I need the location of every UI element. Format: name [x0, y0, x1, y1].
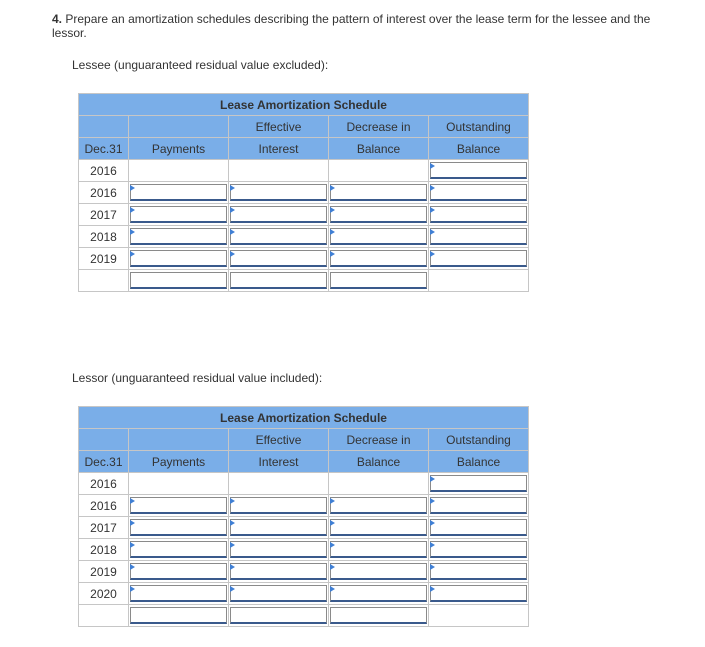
table-row — [79, 226, 529, 248]
outstanding-balance-cell — [429, 270, 529, 292]
decrease-in-balance-cell — [329, 248, 429, 270]
decrease-in-balance-input[interactable] — [330, 250, 427, 267]
column-header: Dec.31 — [79, 451, 129, 473]
decrease-in-balance-input[interactable] — [330, 585, 427, 602]
dropdown-marker-icon — [130, 498, 135, 504]
payments-input[interactable] — [130, 250, 227, 267]
column-header: Interest — [229, 451, 329, 473]
payments-input[interactable] — [130, 519, 227, 536]
dropdown-marker-icon — [330, 520, 335, 526]
payments-cell — [129, 561, 229, 583]
decrease-in-balance-input[interactable] — [330, 541, 427, 558]
decrease-in-balance-cell — [329, 605, 429, 627]
dropdown-marker-icon — [230, 586, 235, 592]
payments-cell — [129, 182, 229, 204]
year-cell: 2019 — [79, 248, 129, 270]
lessee-heading: Lessee (unguaranteed residual value excluded): — [72, 58, 329, 72]
dropdown-marker-icon — [330, 251, 335, 257]
decrease-in-balance-cell — [329, 160, 429, 182]
payments-cell — [129, 517, 229, 539]
table-row — [79, 605, 529, 627]
table-row — [79, 270, 529, 292]
column-header: Outstanding — [429, 116, 529, 138]
effective-interest-input[interactable] — [230, 228, 327, 245]
effective-interest-input[interactable] — [230, 585, 327, 602]
effective-interest-cell — [229, 204, 329, 226]
year-cell: 2018 — [79, 539, 129, 561]
header-row-2 — [79, 138, 529, 160]
dropdown-marker-icon — [130, 207, 135, 213]
payments-input[interactable] — [130, 563, 227, 580]
outstanding-balance-cell — [429, 204, 529, 226]
year-cell — [79, 270, 129, 292]
table-row — [79, 248, 529, 270]
dropdown-marker-icon — [230, 207, 235, 213]
outstanding-balance-input[interactable] — [430, 475, 527, 492]
effective-interest-cell — [229, 495, 329, 517]
payments-input[interactable] — [130, 272, 227, 289]
outstanding-balance-cell — [429, 182, 529, 204]
dropdown-marker-icon — [430, 476, 435, 482]
year-cell — [79, 605, 129, 627]
column-header — [129, 116, 229, 138]
table-title-row — [79, 94, 529, 116]
dropdown-marker-icon — [430, 586, 435, 592]
column-header: Balance — [329, 451, 429, 473]
year-cell: 2016 — [79, 495, 129, 517]
effective-interest-input[interactable] — [230, 497, 327, 514]
column-header: Payments — [129, 451, 229, 473]
decrease-in-balance-cell — [329, 473, 429, 495]
outstanding-balance-input[interactable] — [430, 519, 527, 536]
payments-cell — [129, 204, 229, 226]
table-row — [79, 539, 529, 561]
effective-interest-input[interactable] — [230, 206, 327, 223]
dropdown-marker-icon — [230, 229, 235, 235]
lessee-amortization-table — [78, 93, 529, 292]
question-text: Prepare an amortization schedules describing the pattern of interest over the lease term for the lessee and the lessor. — [52, 12, 651, 40]
dropdown-marker-icon — [430, 207, 435, 213]
dropdown-marker-icon — [230, 564, 235, 570]
payments-cell — [129, 583, 229, 605]
outstanding-balance-cell — [429, 517, 529, 539]
decrease-in-balance-input[interactable] — [330, 206, 427, 223]
decrease-in-balance-input[interactable] — [330, 497, 427, 514]
column-header: Outstanding — [429, 429, 529, 451]
effective-interest-input[interactable] — [230, 250, 327, 267]
dropdown-marker-icon — [430, 185, 435, 191]
dropdown-marker-icon — [330, 498, 335, 504]
effective-interest-cell — [229, 182, 329, 204]
outstanding-balance-input[interactable] — [430, 541, 527, 558]
effective-interest-input[interactable] — [230, 519, 327, 536]
column-header: Effective — [229, 429, 329, 451]
table-title: Lease Amortization Schedule — [79, 407, 529, 429]
payments-cell — [129, 473, 229, 495]
outstanding-balance-input[interactable] — [430, 497, 527, 514]
column-header: Payments — [129, 138, 229, 160]
outstanding-balance-input[interactable] — [430, 162, 527, 179]
decrease-in-balance-input[interactable] — [330, 272, 427, 289]
dropdown-marker-icon — [130, 542, 135, 548]
table-title-row — [79, 407, 529, 429]
effective-interest-cell — [229, 270, 329, 292]
decrease-in-balance-cell — [329, 517, 429, 539]
outstanding-balance-cell — [429, 495, 529, 517]
dropdown-marker-icon — [430, 163, 435, 169]
dropdown-marker-icon — [230, 498, 235, 504]
column-header: Decrease in — [329, 429, 429, 451]
dropdown-marker-icon — [330, 185, 335, 191]
payments-input[interactable] — [130, 228, 227, 245]
year-cell: 2016 — [79, 160, 129, 182]
outstanding-balance-input[interactable] — [430, 184, 527, 201]
dropdown-marker-icon — [130, 520, 135, 526]
table-row — [79, 160, 529, 182]
decrease-in-balance-cell — [329, 270, 429, 292]
header-row-2 — [79, 451, 529, 473]
decrease-in-balance-cell — [329, 204, 429, 226]
decrease-in-balance-cell — [329, 226, 429, 248]
question — [52, 12, 682, 40]
decrease-in-balance-input[interactable] — [330, 228, 427, 245]
table-row — [79, 561, 529, 583]
payments-input[interactable] — [130, 497, 227, 514]
decrease-in-balance-cell — [329, 539, 429, 561]
column-header: Balance — [329, 138, 429, 160]
outstanding-balance-cell — [429, 248, 529, 270]
effective-interest-input[interactable] — [230, 272, 327, 289]
payments-cell — [129, 270, 229, 292]
outstanding-balance-cell — [429, 561, 529, 583]
effective-interest-cell — [229, 539, 329, 561]
column-header: Effective — [229, 116, 329, 138]
effective-interest-cell — [229, 160, 329, 182]
question-number: 4. — [52, 12, 63, 26]
header-row-1 — [79, 429, 529, 451]
outstanding-balance-cell — [429, 226, 529, 248]
column-header: Dec.31 — [79, 138, 129, 160]
dropdown-marker-icon — [430, 520, 435, 526]
payments-input[interactable] — [130, 607, 227, 624]
year-cell: 2019 — [79, 561, 129, 583]
table-row — [79, 182, 529, 204]
payments-cell — [129, 605, 229, 627]
payments-input[interactable] — [130, 541, 227, 558]
dropdown-marker-icon — [130, 251, 135, 257]
effective-interest-cell — [229, 605, 329, 627]
decrease-in-balance-input[interactable] — [330, 563, 427, 580]
dropdown-marker-icon — [130, 586, 135, 592]
payments-input[interactable] — [130, 585, 227, 602]
effective-interest-input[interactable] — [230, 607, 327, 624]
payments-input[interactable] — [130, 206, 227, 223]
payments-cell — [129, 539, 229, 561]
table-row — [79, 473, 529, 495]
outstanding-balance-input[interactable] — [430, 206, 527, 223]
column-header: Balance — [429, 451, 529, 473]
table-title: Lease Amortization Schedule — [79, 94, 529, 116]
dropdown-marker-icon — [430, 251, 435, 257]
column-header — [79, 429, 129, 451]
decrease-in-balance-cell — [329, 583, 429, 605]
year-cell: 2016 — [79, 473, 129, 495]
dropdown-marker-icon — [130, 229, 135, 235]
effective-interest-cell — [229, 517, 329, 539]
column-header — [79, 116, 129, 138]
effective-interest-cell — [229, 583, 329, 605]
outstanding-balance-input[interactable] — [430, 228, 527, 245]
decrease-in-balance-cell — [329, 561, 429, 583]
payments-cell — [129, 495, 229, 517]
effective-interest-cell — [229, 248, 329, 270]
effective-interest-cell — [229, 561, 329, 583]
dropdown-marker-icon — [130, 564, 135, 570]
year-cell: 2017 — [79, 517, 129, 539]
payments-cell — [129, 226, 229, 248]
effective-interest-input[interactable] — [230, 184, 327, 201]
header-row-1 — [79, 116, 529, 138]
dropdown-marker-icon — [330, 564, 335, 570]
decrease-in-balance-cell — [329, 182, 429, 204]
table-row — [79, 495, 529, 517]
year-cell: 2020 — [79, 583, 129, 605]
outstanding-balance-cell — [429, 473, 529, 495]
outstanding-balance-input[interactable] — [430, 250, 527, 267]
dropdown-marker-icon — [230, 185, 235, 191]
dropdown-marker-icon — [330, 586, 335, 592]
year-cell: 2018 — [79, 226, 129, 248]
table-row — [79, 517, 529, 539]
payments-cell — [129, 248, 229, 270]
effective-interest-cell — [229, 473, 329, 495]
outstanding-balance-cell — [429, 605, 529, 627]
dropdown-marker-icon — [330, 542, 335, 548]
column-header — [129, 429, 229, 451]
dropdown-marker-icon — [230, 542, 235, 548]
column-header: Balance — [429, 138, 529, 160]
effective-interest-input[interactable] — [230, 541, 327, 558]
payments-input[interactable] — [130, 184, 227, 201]
dropdown-marker-icon — [230, 251, 235, 257]
table-row — [79, 583, 529, 605]
column-header: Decrease in — [329, 116, 429, 138]
outstanding-balance-cell — [429, 160, 529, 182]
dropdown-marker-icon — [430, 229, 435, 235]
lessor-heading: Lessor (unguaranteed residual value included): — [72, 371, 323, 385]
table-row — [79, 204, 529, 226]
payments-cell — [129, 160, 229, 182]
dropdown-marker-icon — [330, 207, 335, 213]
outstanding-balance-input[interactable] — [430, 585, 527, 602]
decrease-in-balance-input[interactable] — [330, 607, 427, 624]
lessor-amortization-table — [78, 406, 529, 627]
effective-interest-input[interactable] — [230, 563, 327, 580]
outstanding-balance-cell — [429, 539, 529, 561]
column-header: Interest — [229, 138, 329, 160]
dropdown-marker-icon — [430, 542, 435, 548]
outstanding-balance-input[interactable] — [430, 563, 527, 580]
year-cell: 2016 — [79, 182, 129, 204]
decrease-in-balance-input[interactable] — [330, 184, 427, 201]
dropdown-marker-icon — [430, 498, 435, 504]
dropdown-marker-icon — [230, 520, 235, 526]
outstanding-balance-cell — [429, 583, 529, 605]
dropdown-marker-icon — [130, 185, 135, 191]
dropdown-marker-icon — [330, 229, 335, 235]
effective-interest-cell — [229, 226, 329, 248]
year-cell: 2017 — [79, 204, 129, 226]
dropdown-marker-icon — [430, 564, 435, 570]
decrease-in-balance-cell — [329, 495, 429, 517]
decrease-in-balance-input[interactable] — [330, 519, 427, 536]
